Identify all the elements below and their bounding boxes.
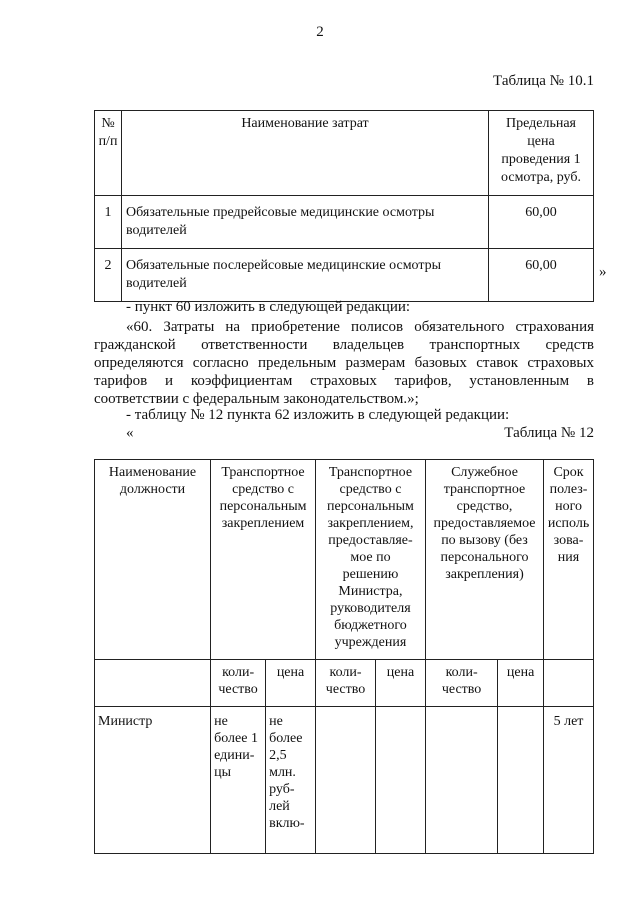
row-num: 1 (95, 196, 122, 249)
table-10-1 (94, 110, 594, 302)
header-vehicle-by-decision: Транспортное средство с персональным закреплением, предоставляе- мое по решению Министра, руководителя бюджетного учреждения (315, 460, 425, 660)
table-row (95, 249, 594, 302)
table-10-1-caption: Таблица № 10.1 (493, 73, 594, 89)
cell-personal-price: не более 2,5 млн. руб- лей вклю- (266, 707, 316, 854)
cell-useful-life: 5 лет (544, 707, 594, 854)
cell-decision-price (376, 707, 426, 854)
header-price: Предельная цена проведения 1 осмотра, руб. (489, 111, 594, 196)
subheader-price: цена (498, 660, 544, 707)
subheader-empty (544, 660, 594, 707)
header-useful-life: Срок полез- ного исполь зова- ния (544, 460, 594, 660)
row-num: 2 (95, 249, 122, 302)
header-personal-vehicle: Транспортное средство с персональным закреплением (211, 460, 316, 660)
cell-position: Министр (95, 707, 211, 854)
page-number: 2 (316, 24, 324, 40)
cell-personal-qty: не более 1 едини- цы (211, 707, 266, 854)
cell-decision-qty (315, 707, 375, 854)
opening-quote: « (126, 425, 134, 441)
header-vehicle-on-call: Служебное транспортное средство, предоставляемое по вызову (без персонального закрепления) (425, 460, 543, 660)
table-row (95, 196, 594, 249)
row-price: 60,00 (489, 196, 594, 249)
table-12-caption: Таблица № 12 (504, 425, 594, 441)
table-row (95, 707, 594, 854)
subheader-price: цена (376, 660, 426, 707)
cell-on-call-qty (425, 707, 497, 854)
subheader-qty: коли- чество (211, 660, 266, 707)
paragraph-table-12-intro: - таблицу № 12 пункта 62 изложить в следующей редакции: (126, 407, 510, 423)
header-name: Наименование затрат (122, 111, 489, 196)
header-position: Наименование должности (95, 460, 211, 660)
subheader-empty (95, 660, 211, 707)
subheader-qty: коли- чество (425, 660, 497, 707)
row-name: Обязательные предрейсовые медицинские осмотры водителей (122, 196, 489, 249)
paragraph-clause-60: «60. Затраты на приобретение полисов обязательного страхования гражданской ответственности владельцев транспортных средств определяются согласно предельным размерам базовых ставок страховых тарифов и коэффициентам страховых тарифов, установленным в соответствии с федеральным законодательством.»; (94, 319, 594, 407)
row-name: Обязательные послерейсовые медицинские осмотры водителей (122, 249, 489, 302)
cell-on-call-price (498, 707, 544, 854)
table-header-row (95, 460, 594, 660)
table-12 (94, 459, 594, 854)
row-price: 60,00 (489, 249, 594, 302)
table-header-row (95, 111, 594, 196)
table-subheader-row (95, 660, 594, 707)
subheader-price: цена (266, 660, 316, 707)
paragraph-item-60: - пункт 60 изложить в следующей редакции: (126, 299, 411, 315)
header-num: № п/п (95, 111, 122, 196)
subheader-qty: коли- чество (315, 660, 375, 707)
closing-quote: » (599, 264, 607, 280)
